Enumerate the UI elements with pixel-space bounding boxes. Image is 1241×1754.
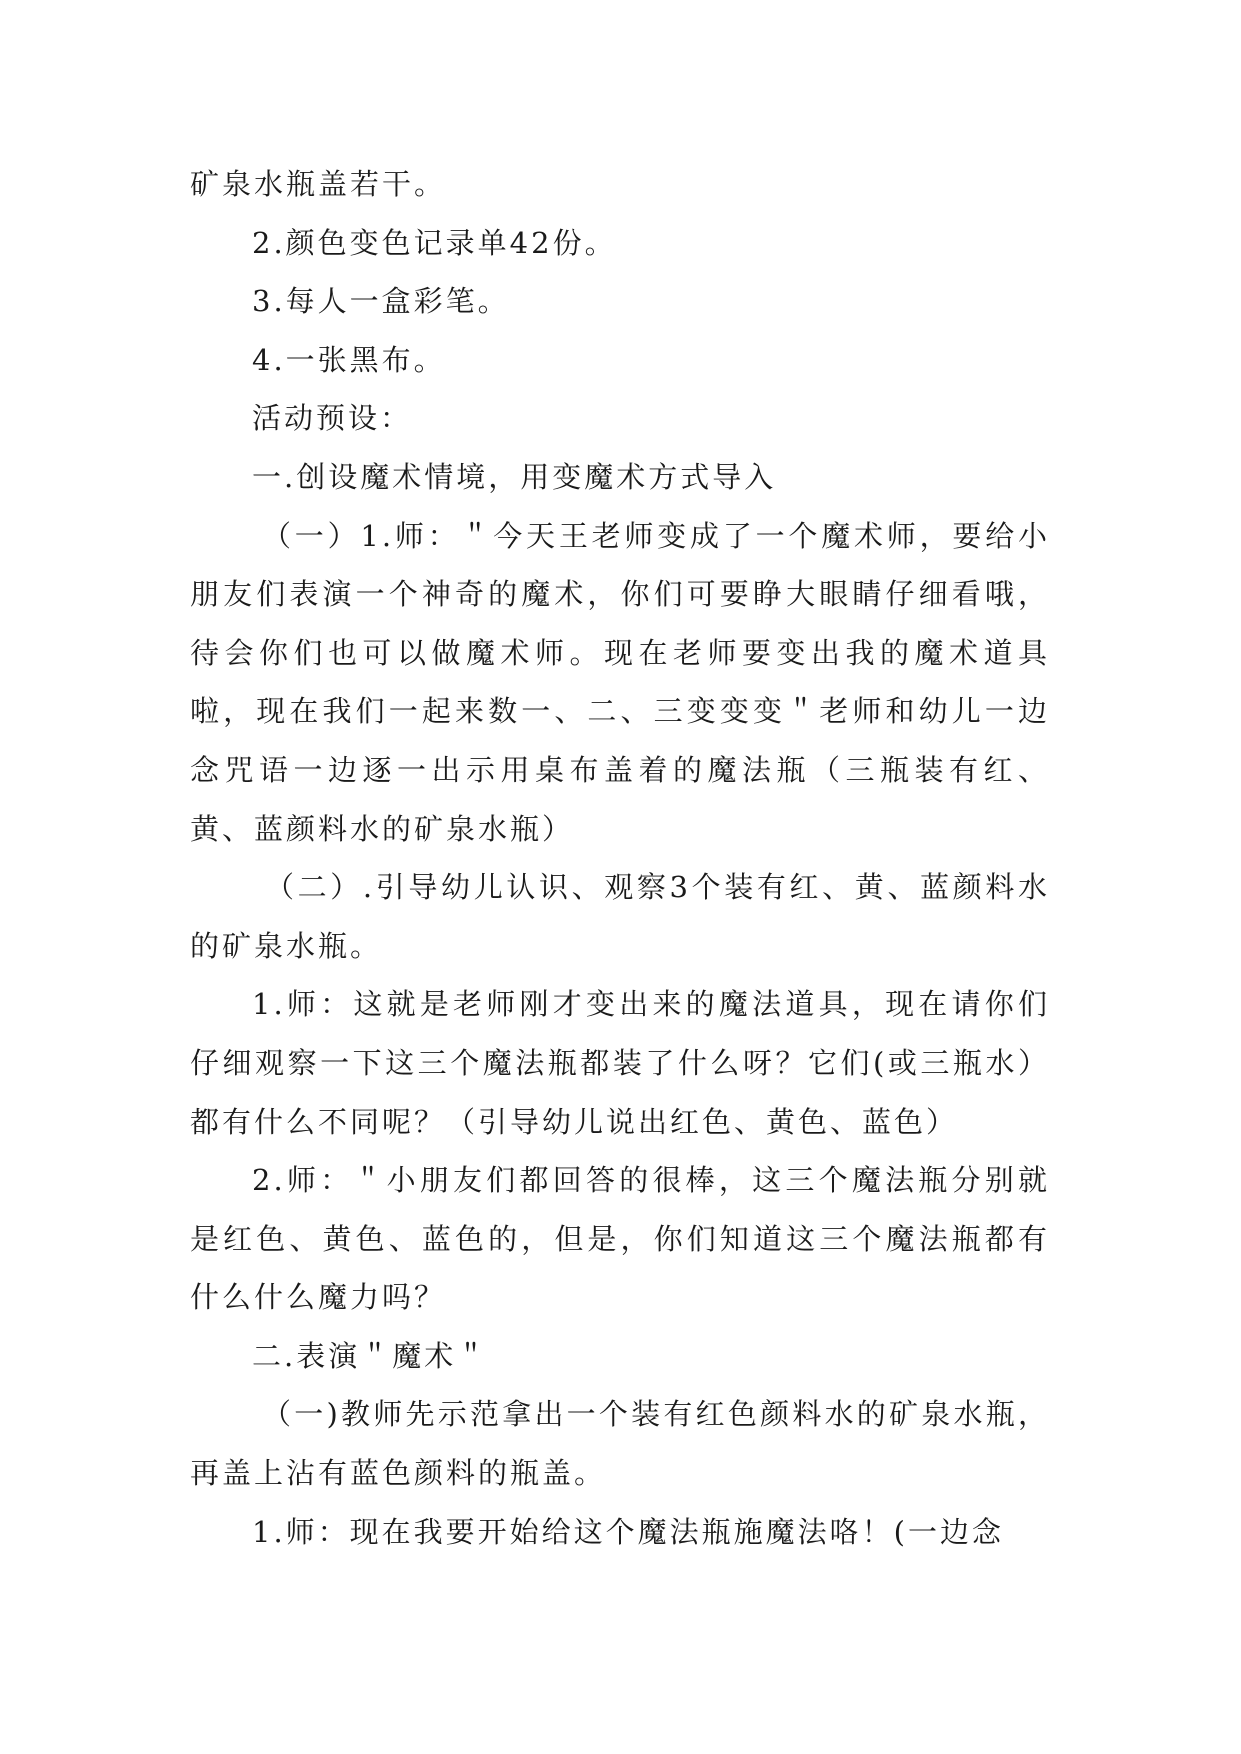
paragraph-color-record: 2.颜色变色记录单42份。 xyxy=(252,225,617,260)
paragraph-teacher-demo: （一)教师先示范拿出一个装有红色颜料水的矿泉水瓶，再盖上沾有蓝色颜料的瓶盖。 xyxy=(190,1397,1050,1491)
section-heading-perform-magic: 二.表演＂魔术＂ xyxy=(252,1338,489,1373)
paragraph-bottle-powers: 2.师：＂小朋友们都回答的很棒，这三个魔法瓶分别就是红色、黄色、蓝色的，但是，你们知道这三个魔法瓶都有什么什么魔力吗？ xyxy=(190,1163,1050,1315)
paragraph-observe-bottles: （二）.引导幼儿认识、观察3个装有红、黄、蓝颜料水的矿泉水瓶。 xyxy=(190,870,1050,963)
paragraph-bottle-caps: 矿泉水瓶盖若干。 xyxy=(190,167,447,201)
paragraph-teacher-magician: （一）1.师：＂今天王老师变成了一个魔术师，要给小朋友们表演一个神奇的魔术，你们可要睁大眼睛仔细看哦，待会你们也可以做魔术师。现在老师要变出我的魔术道具啦，现在我们一起来数一、二、三变变变＂老师和幼儿一边念咒语一边逐一出示用桌布盖着的魔法瓶（三瓶装有红、黄、蓝颜料水的矿泉水瓶） xyxy=(190,518,1050,846)
section-heading-magic-intro: 一.创设魔术情境，用变魔术方式导入 xyxy=(252,459,777,494)
section-heading-activity-plan: 活动预设： xyxy=(252,401,413,436)
document-body xyxy=(190,155,1050,1561)
paragraph-cast-spell: 1.师：现在我要开始给这个魔法瓶施魔法咯！(一边念 xyxy=(252,1514,1004,1549)
paragraph-markers: 3.每人一盒彩笔。 xyxy=(252,284,510,319)
paragraph-black-cloth: 4.一张黑布。 xyxy=(252,342,446,377)
paragraph-magic-props: 1.师：这就是老师刚才变出来的魔法道具，现在请你们仔细观察一下这三个魔法瓶都装了什么呀？它们(或三瓶水）都有什么不同呢？（引导幼儿说出红色、黄色、蓝色） xyxy=(190,987,1050,1139)
